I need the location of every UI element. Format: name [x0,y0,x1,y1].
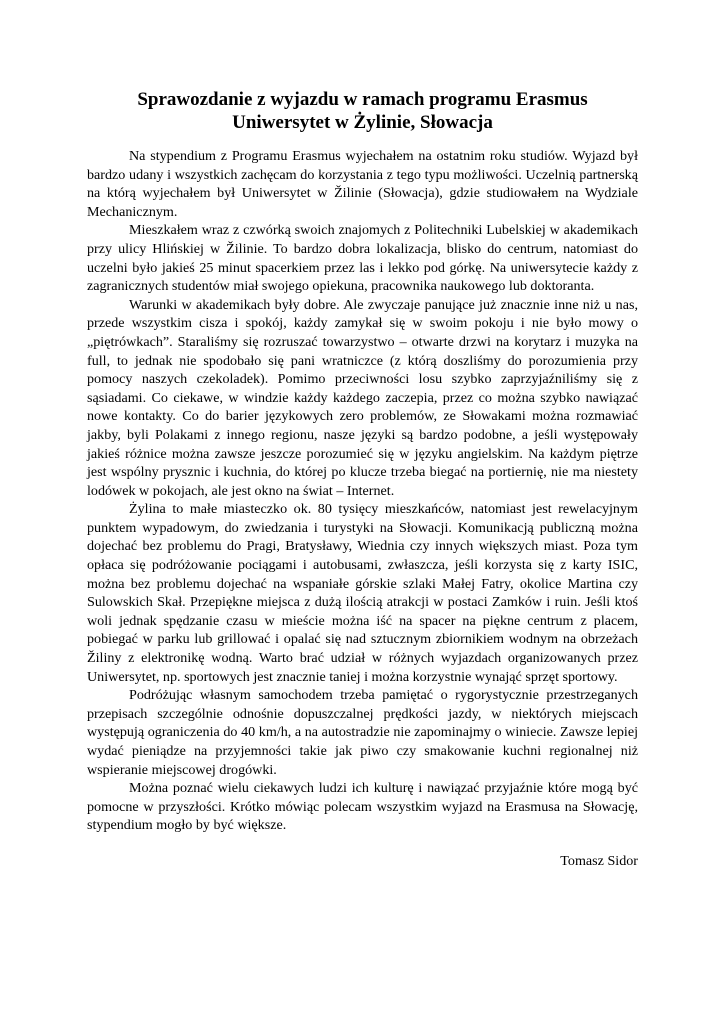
paragraph-conclusion: Można poznać wielu ciekawych ludzi ich kulturę i nawiązać przyjaźnie które mogą być pomocne w przyszłości. Krótko mówiąc polecam wszystkim wyjazd na Erasmusa na Słowację, stypendium mogło by być większe. [87,780,638,834]
title-line-2: Uniwersytet w Żylinie, Słowacja [232,112,493,133]
paragraph-dormitory-conditions: Warunki w akademikach były dobre. Ale zwyczaje panujące już znacznie inne niż u nas, przede wszystkim cisza i spokój, każdy zamykał się w swoim pokoju i nie było mowy o „piętrówkach”. Staraliśmy się rozruszać towarzystwo – otwarte drzwi na korytarz i muzyka na full, to jednak nie spodobało się pani wratniczce (z którą doszliśmy do porozumienia przy pomocy naszych czekoladek). Pomimo przeciwności losu szybko zaprzyjaźniliśmy się z sąsiadami. Co ciekawe, w windzie każdy każdego zaczepia, przez co można szybko nawiązać nowe kontakty. Co do barier językowych zero problemów, ze Słowakami można rozmawiać jakby, byli Polakami z innego regionu, nasze języki są bardzo podobne, a jeśli występowały jakieś różnice można zawsze jeszcze porozumieć się w języku angielskim. Na każdym piętrze jest wspólny prysznic i kuchnia, do której po klucze trzeba biegać na portiernię, nie ma niestety lodówek w pokojach, ale jest okno na świat – Internet. [87,296,638,499]
document-body [87,147,638,835]
paragraph-zilina-city: Żylina to małe miasteczko ok. 80 tysięcy mieszkańców, natomiast jest rewelacyjnym punktem wypadowym, do zwiedzania i turystyki na Słowacji. Komunikacją publiczną można dojechać bez problemu do Pragi, Bratysławy, Wiednia czy innych większych miast. Poza tym opłaca się podróżowanie pociągami i autobusami, zwłaszcza, jeśli korzysta się z karty ISIC, można bez problemu dojechać na wspaniałe górskie szlaki Małej Fatry, okolice Martina czy Sulowskich Skał. Przepiękne miejsca z dużą ilością atrakcji w postaci Zamków i ruin. Jeśli ktoś woli jednak spędzanie czasu w mieście można iść na spacer na piękne centrum z placem, pobiegać w parku lub grillować i opalać się nad sztucznym zbiornikiem wodnym na obrzeżach Žiliny z elektronikę wodną. Warto brać udział w różnych wyjazdach organizowanych przez Uniwersytet, np. sportowych jest znacznie taniej i można korzystnie wynająć sprzęt sportowy. [87,501,638,685]
paragraph-scholarship-intro: Na stypendium z Programu Erasmus wyjechałem na ostatnim roku studiów. Wyjazd był bardzo udany i wszystkich zachęcam do korzystania z tego typu możliwości. Uczelnią partnerską na którą wyjechałem był Uniwersytet w Žilinie (Słowacja), gdzie studiowałem na Wydziale Mechanicznym. [87,148,638,220]
document-page [87,88,638,869]
title-line-1: Sprawozdanie z wyjazdu w ramach programu Erasmus [137,89,588,110]
document-title [87,88,638,134]
author-signature: Tomasz Sidor [560,853,638,869]
paragraph-accommodation: Mieszkałem wraz z czwórką swoich znajomych z Politechniki Lubelskiej w akademikach przy ulicy Hlińskiej w Žilinie. To bardzo dobra lokalizacja, blisko do centrum, natomiast do uczelni było jakieś 25 minut spacerkiem przez las i lekko pod górkę. Na uniwersytecie każdy z zagranicznych studentów miał swojego opiekuna, pracownika naukowego lub doktoranta. [87,222,638,295]
paragraph-driving: Podróżując własnym samochodem trzeba pamiętać o rygorystycznie przestrzeganych przepisach szczególnie odnośnie dopuszczalnej prędkości jazdy, w niektórych miejscach występują ograniczenia do 40 km/h, a na autostradzie nie zapominajmy o winiecie. Zawsze lepiej wydać pieniądze na przyjemności takie jak piwo czy smakowanie kuchni regionalnej niż wspieranie miejscowej drogówki. [87,687,638,778]
